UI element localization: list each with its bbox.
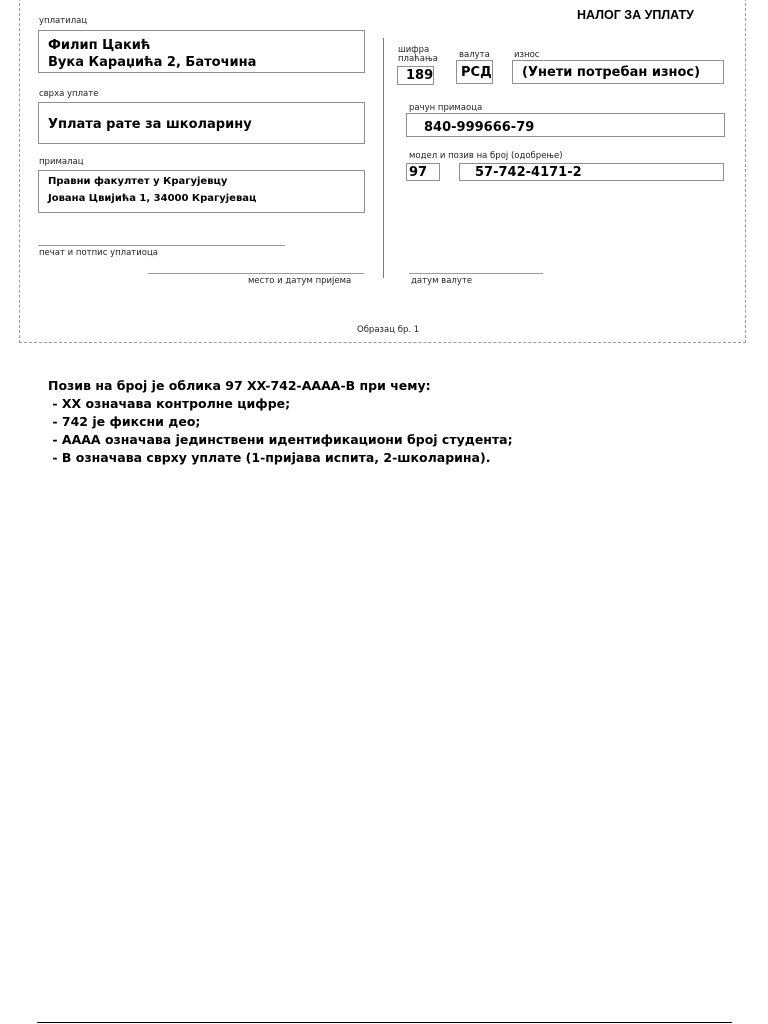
recipient-name: Правни факултет у Крагујевцу [48,176,228,187]
signature-line [38,245,285,246]
footer-rule [37,1022,732,1023]
amount-value: (Унети потребан износ) [522,65,701,80]
payment-code-value: 189 [406,68,434,83]
account-value: 840-999666-79 [424,120,535,135]
purpose-value: Уплата рате за школарину [48,117,252,132]
value-date-line [409,273,543,274]
place-date-label: место и датум пријема [248,276,352,286]
recipient-address: Јована Цвијића 1, 34000 Крагујевац [48,193,257,204]
place-date-line [148,273,364,274]
account-label: рачун примаоца [409,103,483,113]
reference-number-value: 57-742-4171-2 [475,165,582,180]
signature-label: печат и потпис уплатиоца [39,248,158,258]
payment-code-label: шифра плаћања [398,45,438,64]
payer-name: Филип Цакић [48,38,151,53]
currency-label: валута [459,50,490,60]
notes-line-1: Позив на број је облика 97 XX-742-AAAA-B при чему: [48,378,431,393]
amount-label: износ [514,50,540,60]
recipient-label: прималац [39,157,84,167]
payer-address: Вука Караџића 2, Баточина [48,55,257,70]
slip-divider [383,38,384,278]
purpose-label: сврха уплате [39,89,99,99]
currency-value: РСД [461,65,492,80]
notes-line-3: - 742 је фиксни део; [48,414,201,429]
reference-notes [48,377,513,467]
notes-line-2: - XX означава контролне цифре; [48,396,291,411]
form-number: Образац бр. 1 [357,325,420,335]
value-date-label: датум валуте [411,276,473,286]
model-value: 97 [409,165,428,180]
payer-label: уплатилац [39,16,88,26]
notes-line-4: - AAAA означава јединствени идентификациони број студента; [48,432,513,447]
notes-line-5: - B означава сврху уплате (1-пријава испита, 2-школарина). [48,450,491,465]
model-reference-label: модел и позив на број (одобрење) [409,151,563,161]
form-title: НАЛОГ ЗА УПЛАТУ [577,8,694,22]
